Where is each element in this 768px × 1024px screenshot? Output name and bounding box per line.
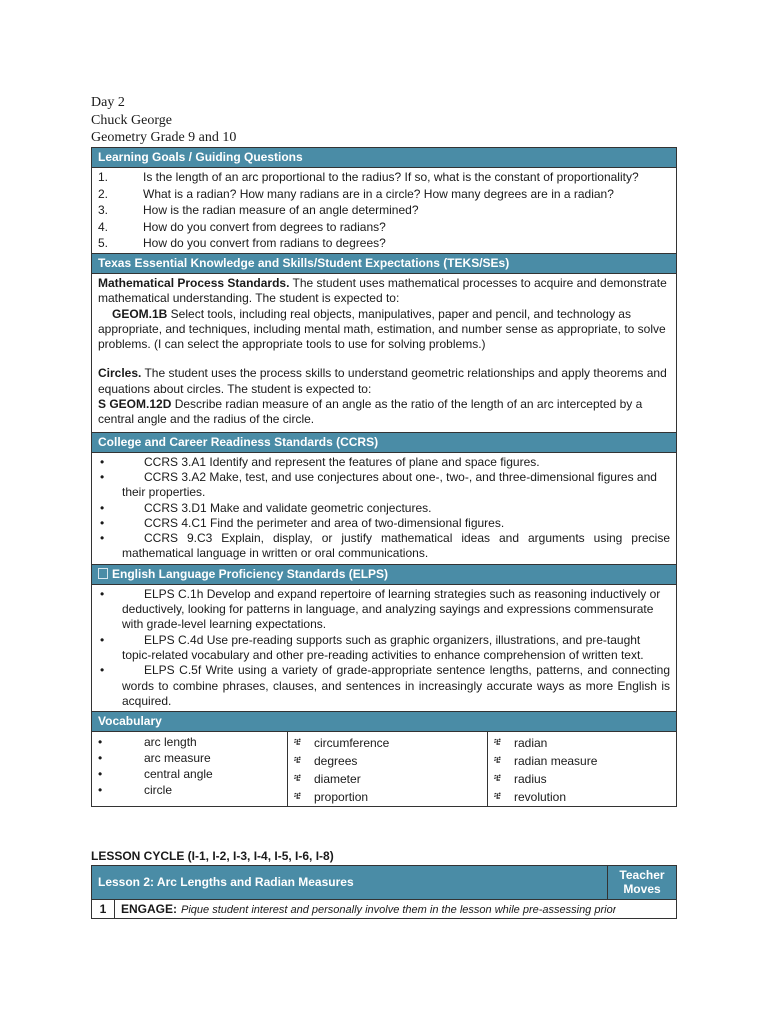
vocab-column bbox=[488, 732, 676, 806]
lesson-table bbox=[91, 865, 677, 919]
goal-item: 2. What is a radian? How many radians are in a circle? How many degrees are in a radian? bbox=[98, 186, 614, 201]
lesson-header-row bbox=[92, 866, 676, 900]
vocab-term: • circle bbox=[98, 783, 173, 798]
ccrs-item: • CCRS 3.A2 Make, test, and use conjectures about one-, two-, and three-dimensional figures and their properties. bbox=[100, 469, 657, 500]
teks-header: Texas Essential Knowledge and Skills/Student Expectations (TEKS/SEs) bbox=[92, 254, 676, 274]
teks-body bbox=[92, 274, 676, 432]
elps-item: • ELPS C.5f Write using a variety of grade-appropriate sentence lengths, patterns, and connecting words to combine phrases, clauses, and sentences in increasingly accurate ways as more English is acquired. bbox=[100, 663, 670, 708]
ccrs-item: • CCRS 4.C1 Find the perimeter and area of two-dimensional figures. bbox=[100, 515, 505, 530]
elps-list bbox=[98, 587, 670, 709]
vocab-column bbox=[288, 732, 488, 806]
learning-goals-list bbox=[92, 168, 676, 253]
ccrs-body bbox=[92, 453, 676, 564]
ccrs-header: College and Career Readiness Standards (CCRS) bbox=[92, 433, 676, 453]
elps-section bbox=[92, 565, 676, 712]
course-name: Geometry Grade 9 and 10 bbox=[91, 130, 237, 145]
ccrs-item: • CCRS 3.A1 Identify and represent the features of plane and space figures. bbox=[100, 454, 540, 469]
teks-section bbox=[92, 254, 676, 433]
goal-item: 4. How do you convert from degrees to radians? bbox=[98, 219, 386, 234]
learning-goals-section bbox=[92, 148, 676, 254]
vocab-term: ቼ radius bbox=[494, 772, 547, 787]
vocabulary-section bbox=[92, 712, 676, 806]
vocab-term: • arc measure bbox=[98, 751, 211, 766]
vocabulary-header: Vocabulary bbox=[92, 712, 676, 732]
vocab-term: • arc length bbox=[98, 735, 197, 750]
goal-item: 3. How is the radian measure of an angle determined? bbox=[98, 203, 419, 218]
elps-header: English Language Proficiency Standards (ELPS) bbox=[92, 565, 676, 585]
vocab-term: • central angle bbox=[98, 767, 213, 782]
teacher-name: Chuck George bbox=[91, 112, 172, 128]
engage-row bbox=[92, 900, 676, 918]
vocab-column bbox=[92, 732, 288, 806]
day-label: Day 2 bbox=[91, 95, 125, 110]
checkbox-glyph-icon bbox=[98, 568, 108, 579]
geom-12d-text: S GEOM.12D Describe radian measure of an angle as the ratio of the length of an arc intercepted by a central angle and the radius of the circle. bbox=[98, 397, 643, 427]
goal-item: 5. How do you convert from radians to degrees? bbox=[98, 236, 386, 251]
geom-1b-text: GEOM.1B Select tools, including real objects, manipulatives, paper and pencil, and technology as appropriate, and techniques, including mental math, estimation, and number sense as appropriate, to solve problems. (I can select the appropriate tools to use for solving problems.) bbox=[98, 306, 666, 352]
vocab-term: ቼ circumference bbox=[294, 736, 390, 751]
lesson-title: Lesson 2: Arc Lengths and Radian Measures bbox=[92, 866, 608, 899]
ccrs-item: • CCRS 3.D1 Make and validate geometric conjectures. bbox=[100, 500, 432, 515]
vocab-term: ቼ diameter bbox=[294, 772, 361, 787]
ccrs-list bbox=[98, 455, 670, 562]
document-header bbox=[91, 94, 236, 147]
vocab-term: ቼ radian measure bbox=[494, 754, 598, 769]
lesson-cycle-title: LESSON CYCLE (I-1, I-2, I-3, I-4, I-5, I-6, I-8) bbox=[91, 849, 334, 863]
goal-item: 1. Is the length of an arc proportional to the radius? If so, what is the constant of proportionality? bbox=[98, 170, 639, 184]
ccrs-item: • CCRS 9.C3 Explain, display, or justify mathematical ideas and arguments using precise mathematical language in written or oral communications. bbox=[100, 531, 670, 561]
learning-goals-header: Learning Goals / Guiding Questions bbox=[92, 148, 676, 168]
vocab-term: ቼ revolution bbox=[494, 790, 567, 805]
vocab-term: ቼ degrees bbox=[294, 754, 358, 769]
engage-text: ENGAGE: Pique student interest and personally involve them in the lesson while pre-assessing prior bbox=[121, 902, 617, 916]
ccrs-section bbox=[92, 433, 676, 565]
vocab-term: ቼ radian bbox=[494, 736, 548, 751]
teacher-moves-header: Teacher Moves bbox=[619, 868, 665, 896]
elps-body bbox=[92, 585, 676, 711]
vocab-term: ቼ proportion bbox=[294, 790, 369, 805]
process-standards-text: Mathematical Process Standards. The student uses mathematical processes to acquire and demonstrate mathematical understanding. The student is expected to: bbox=[98, 275, 667, 306]
elps-item: • ELPS C.1h Develop and expand repertoire of learning strategies such as reasoning inductively or deductively, looking for patterns in language, and analyzing sayings and expressions commensurate with grade-level learning expectations. bbox=[100, 586, 661, 632]
circles-text: Circles. The student uses the process skills to understand geometric relationships and apply theorems and equations about circles. The student is expected to: bbox=[98, 366, 667, 396]
elps-item: • ELPS C.4d Use pre-reading supports such as graphic organizers, illustrations, and pre-taught topic-related vocabulary and other pre-reading activities to enhance comprehension of written text. bbox=[100, 632, 644, 662]
lesson-plan-table bbox=[91, 147, 677, 807]
row-number: 1 bbox=[92, 900, 115, 918]
vocabulary-grid bbox=[92, 732, 676, 806]
